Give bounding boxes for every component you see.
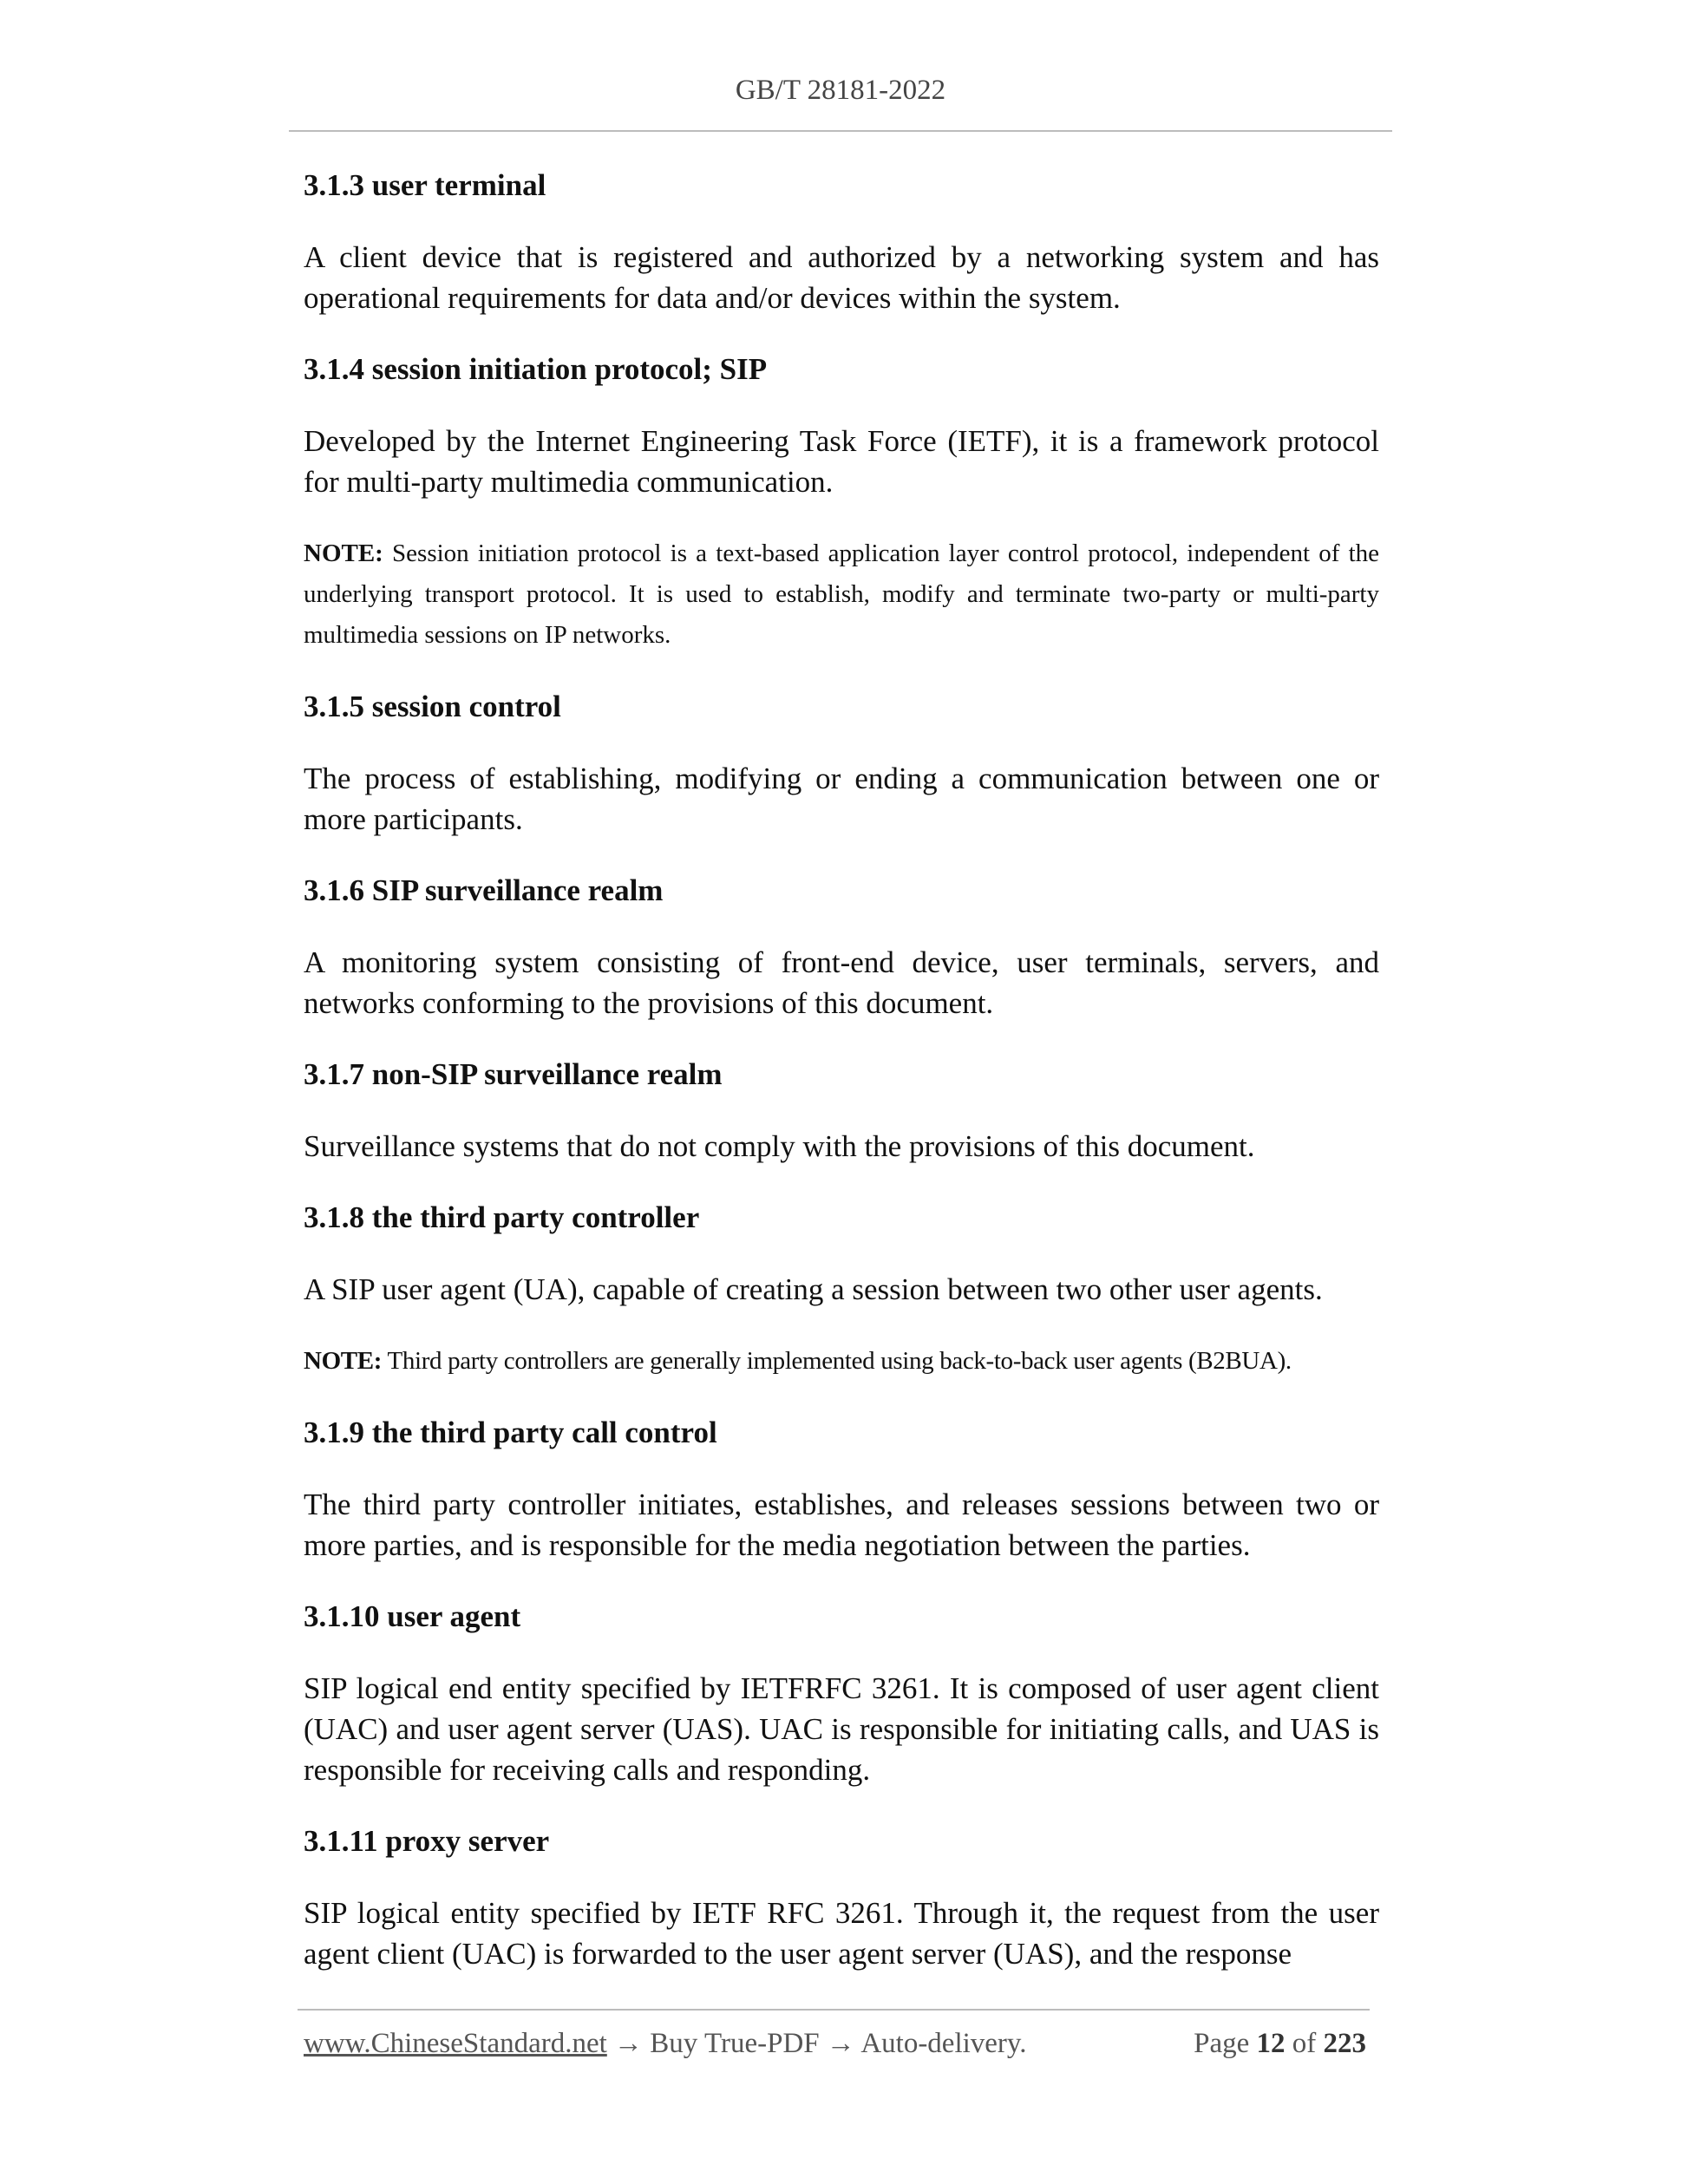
note-text: Session initiation protocol is a text-based application layer control protocol, independent of the underlying transport protocol. It is used to establish, modify and terminate two-party or multi-party multimedia sessions on IP networks. [304, 539, 1379, 649]
buy-true-pdf-text: Buy True-PDF [650, 2028, 820, 2059]
section-heading: 3.1.4 session initiation protocol; SIP [304, 352, 768, 386]
section-heading: 3.1.7 non-SIP surveillance realm [304, 1057, 723, 1091]
page-number [1194, 2028, 1366, 2060]
page-of: of [1292, 2028, 1317, 2059]
section-heading: 3.1.3 user terminal [304, 168, 546, 202]
section-body: The process of establishing, modifying or ending a communication between one or more participants. [304, 762, 1379, 836]
section-body: SIP logical entity specified by IETF RFC 3261. Through it, the request from the user agent client (UAC) is forwarded to the user agent server (UAS), and the response [304, 1896, 1379, 1971]
page-current: 12 [1256, 2028, 1286, 2059]
footer-purchase-line [304, 2028, 1027, 2060]
section-body: SIP logical end entity specified by IETFRFC 3261. It is composed of user agent client (UAC) and user agent server (UAS). UAC is responsible for initiating calls, and UAS is responsible for receiving calls and responding. [304, 1671, 1379, 1787]
footer-divider [298, 2009, 1370, 2011]
section-body: A monitoring system consisting of front-end device, user terminals, servers, and networks conforming to the provisions of this document. [304, 945, 1379, 1020]
note-text: Third party controllers are generally implemented using back-to-back user agents (B2BUA). [387, 1347, 1292, 1375]
section-body: A SIP user agent (UA), capable of creating a session between two other user agents. [304, 1272, 1323, 1306]
section-body: The third party controller initiates, establishes, and releases sessions between two or more parties, and is responsible for the media negotiation between the parties. [304, 1488, 1379, 1562]
section-heading: 3.1.5 session control [304, 690, 561, 723]
header-divider [289, 130, 1392, 132]
page-label: Page [1194, 2028, 1250, 2059]
section-heading: 3.1.11 proxy server [304, 1824, 550, 1858]
section-body: A client device that is registered and authorized by a networking system and has operational requirements for data and/or devices within the system. [304, 240, 1379, 315]
chinesestandard-link[interactable]: www.ChineseStandard.net [304, 2028, 607, 2059]
section-body: Developed by the Internet Engineering Task Force (IETF), it is a framework protocol for multi-party multimedia communication. [304, 424, 1379, 499]
section-body: Surveillance systems that do not comply with the provisions of this document. [304, 1129, 1255, 1163]
note-label: NOTE: [304, 539, 383, 567]
section-note [304, 1341, 1379, 1382]
document-body [304, 166, 1379, 2005]
section-heading: 3.1.6 SIP surveillance realm [304, 873, 664, 907]
arrow-right-icon: → [826, 2028, 855, 2059]
standard-code: GB/T 28181-2022 [735, 75, 946, 106]
auto-delivery-text: Auto-delivery. [860, 2028, 1027, 2059]
section-note [304, 533, 1379, 656]
section-heading: 3.1.9 the third party call control [304, 1416, 717, 1449]
section-heading: 3.1.8 the third party controller [304, 1200, 700, 1234]
page-total: 223 [1323, 2028, 1366, 2059]
note-label: NOTE: [304, 1347, 383, 1375]
section-heading: 3.1.10 user agent [304, 1599, 521, 1633]
arrow-right-icon: → [614, 2028, 644, 2059]
document-header [289, 75, 1392, 107]
